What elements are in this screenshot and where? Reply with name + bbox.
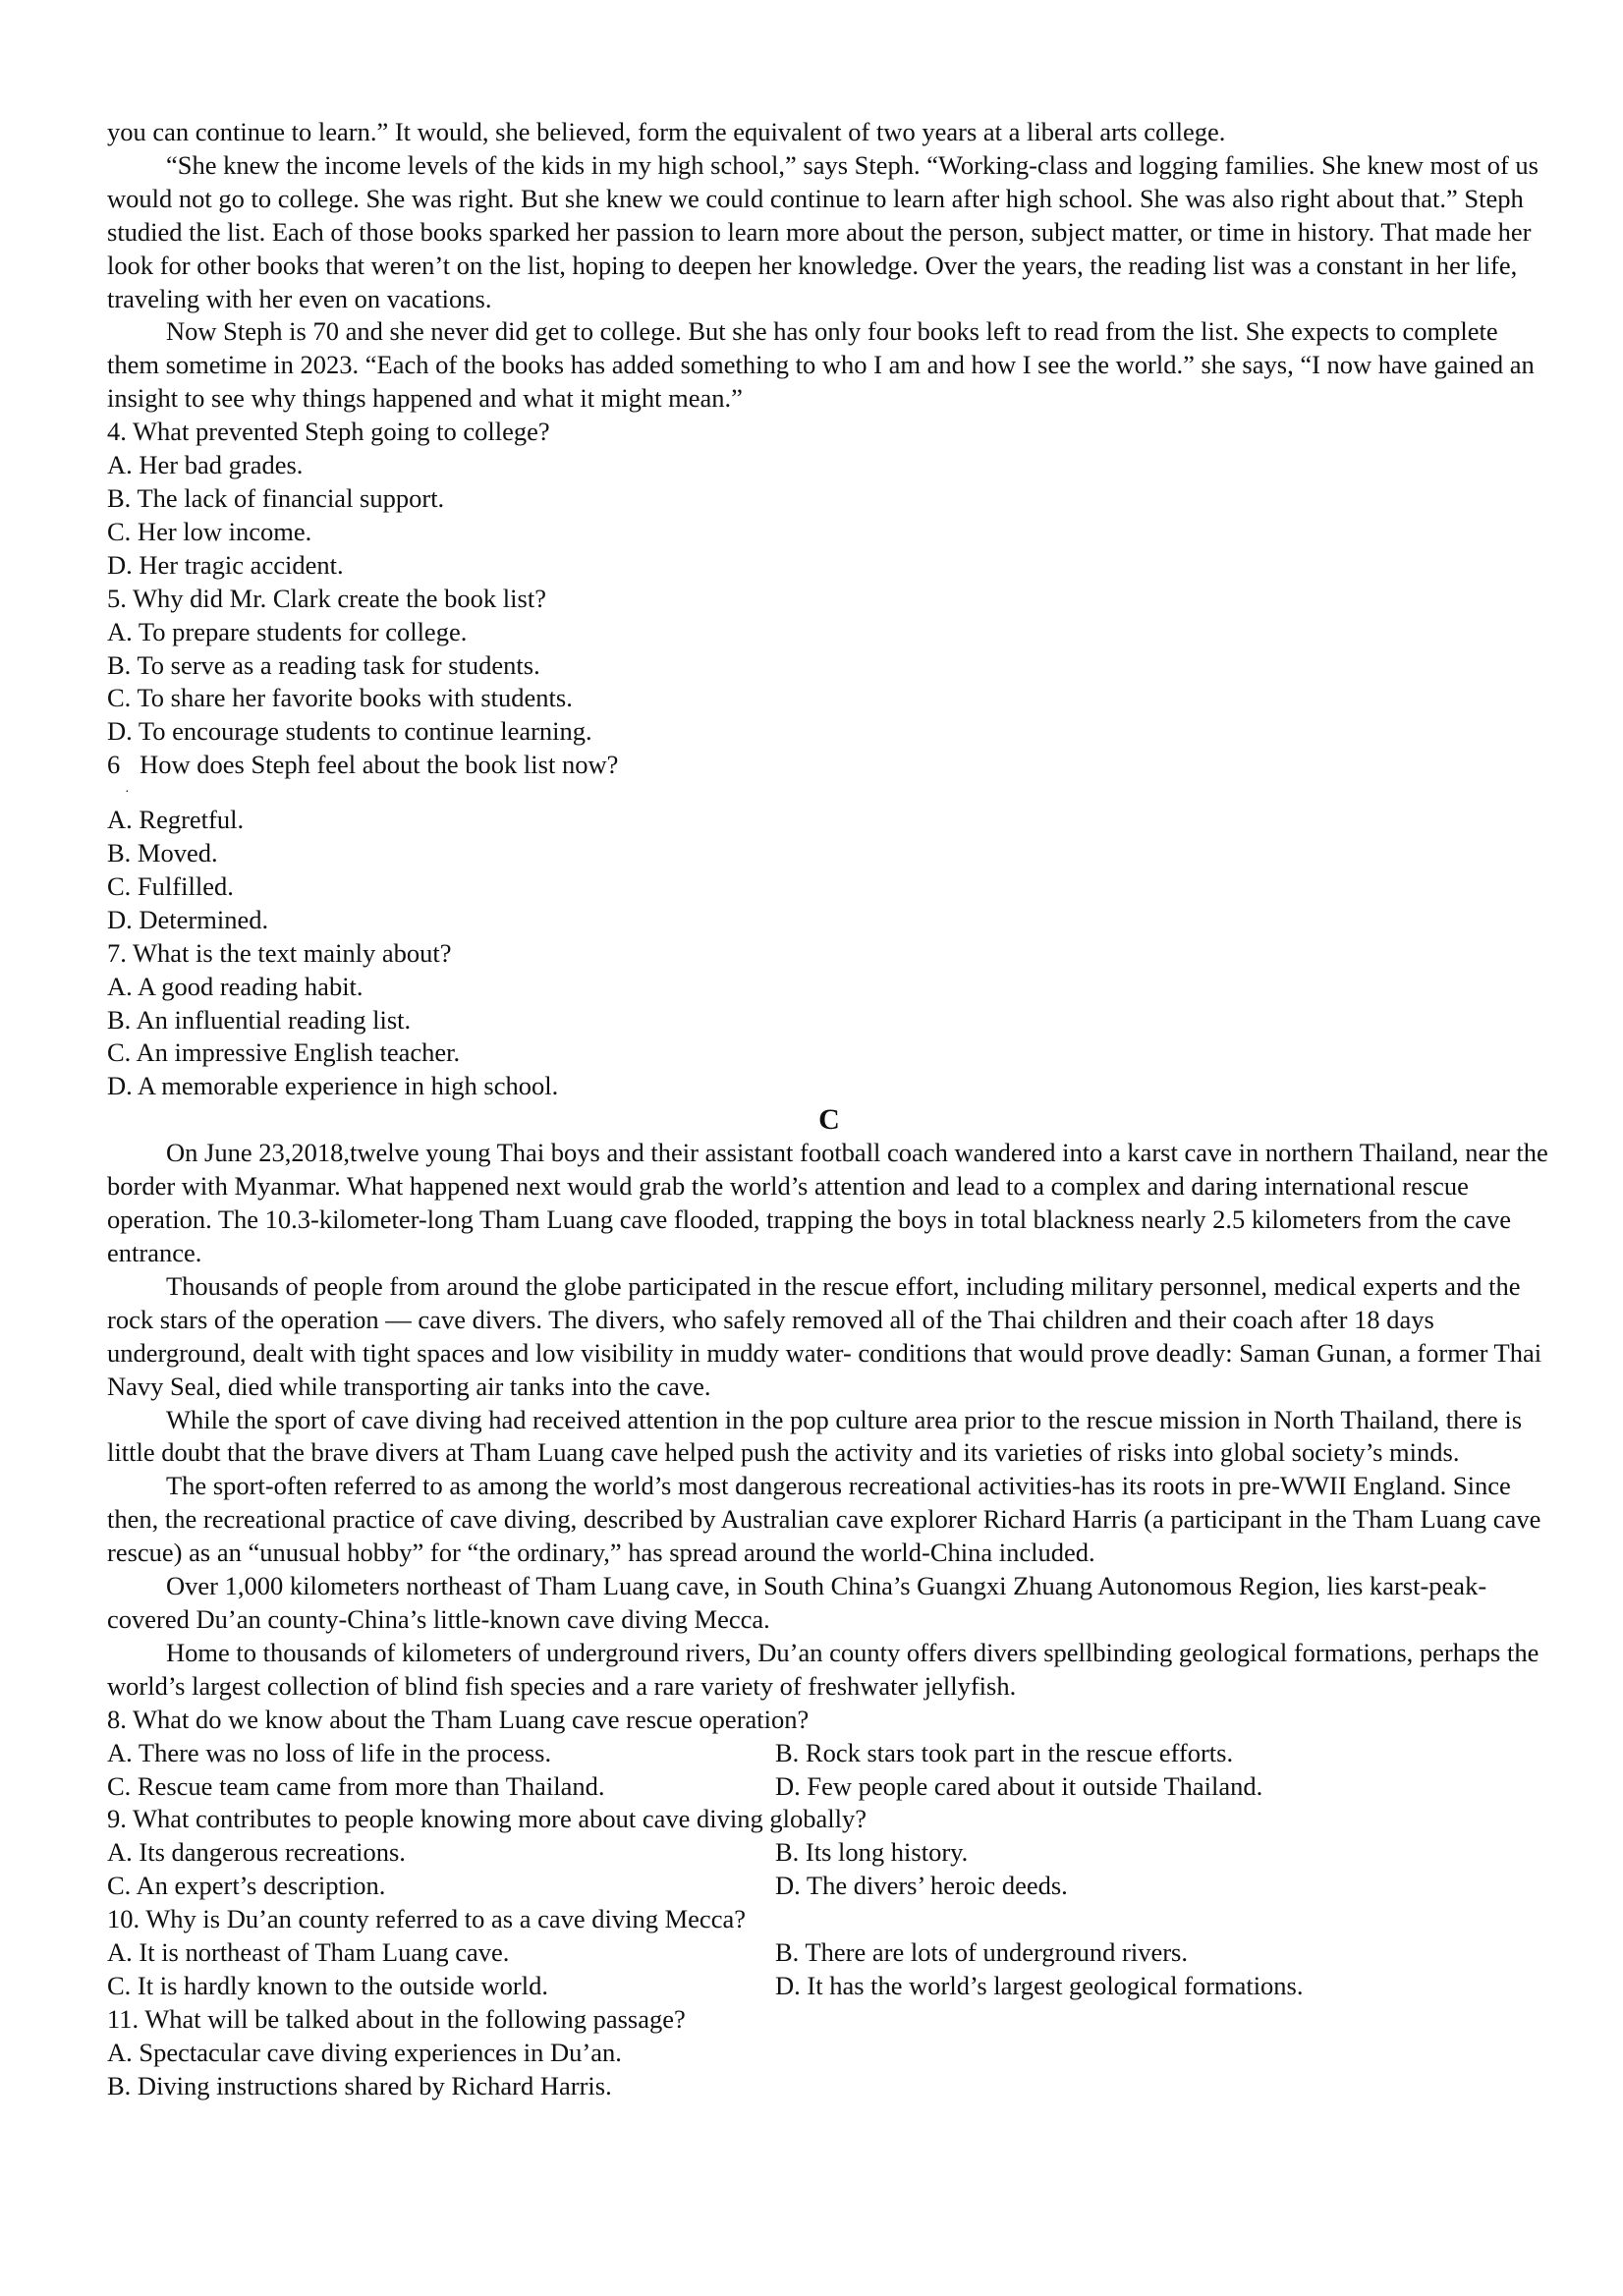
answer-option: D. Her tragic accident. <box>107 549 344 580</box>
answer-option: A. To prepare students for college. <box>107 616 468 646</box>
question-7 <box>107 937 1551 1104</box>
question-stem: 8. What do we know about the Tham Luang cave rescue operation? <box>107 1704 810 1734</box>
answer-option: A. Her bad grades. <box>107 450 304 480</box>
question-4 <box>107 416 1551 583</box>
option-row <box>107 1936 1551 1970</box>
question-stem: 7. What is the text mainly about? <box>107 937 452 968</box>
option-row <box>107 1970 1551 2003</box>
answer-option: C. An impressive English teacher. <box>107 1037 461 1068</box>
answer-option: A. A good reading habit. <box>107 971 364 1001</box>
answer-option: D. Determined. <box>107 904 269 934</box>
passage-c-paragraph: Home to thousands of kilometers of underground rivers, Du’an county offers divers spellbinding geological formations, perhaps the world’s largest collection of blind fish species and a rare variety of freshwater jellyfish. <box>107 1637 1539 1701</box>
answer-option: A. Regretful. <box>107 805 245 835</box>
passage-c-paragraph: The sport-often referred to as among the world’s most dangerous recreational activities-has its roots in pre-WWII England. Since then, the recreational practice of cave diving, described by Australian cave explorer Richard Harris (a participant in the Tham Luang cave rescue) as an “unusual hobby” for “the ordinary,” has spread around the world-China included. <box>107 1471 1541 1568</box>
question-5 <box>107 583 1551 750</box>
answer-option: C. Rescue team came from more than Thailand. <box>107 1770 605 1801</box>
answer-option: D. Few people cared about it outside Thailand. <box>775 1770 1263 1801</box>
answer-option: B. Rock stars took part in the rescue efforts. <box>775 1737 1234 1767</box>
answer-option: B. To serve as a reading task for students. <box>107 649 540 680</box>
question-6 <box>107 749 1551 937</box>
question-stem: 9. What contributes to people knowing more about cave diving globally? <box>107 1804 867 1834</box>
answer-option: B. An influential reading list. <box>107 1004 412 1035</box>
answer-option: D. To encourage students to continue learning. <box>107 716 592 747</box>
passage-c-paragraph: On June 23,2018,twelve young Thai boys and their assistant football coach wandered into a karst cave in northern Thailand, near the border with Myanmar. What happened next would grab the world’s attention and lead to a complex and daring international rescue operation. The 10.3-kilometer-long Tham Luang cave flooded, trapping the boys in total blackness nearly 2.5 kilometers from the cave entrance. <box>107 1138 1548 1267</box>
answer-option: C. An expert’s description. <box>107 1871 386 1901</box>
section-heading: C <box>818 1103 840 1137</box>
question-stem: 5. Why did Mr. Clark create the book list? <box>107 583 546 613</box>
passage-c-paragraph: Thousands of people from around the globe participated in the rescue effort, including military personnel, medical experts and the rock stars of the operation — cave divers. The divers, who safely removed all of the Thai children and their coach after 18 days underground, dealt with tight spaces and low visibility in muddy water- conditions that would prove deadly: Saman Gunan, a former Thai Navy Seal, died while transporting air tanks into the cave. <box>107 1270 1542 1401</box>
answer-option: B. Diving instructions shared by Richard Harris. <box>107 2070 612 2100</box>
question-stem: 10. Why is Du’an county referred to as a cave diving Mecca? <box>107 1904 746 1934</box>
answer-option: B. Moved. <box>107 838 218 868</box>
answer-option: D. A memorable experience in high school. <box>107 1071 559 1101</box>
option-row <box>107 1770 1551 1804</box>
document-page <box>107 116 1551 2103</box>
answer-option: A. It is northeast of Tham Luang cave. <box>107 1937 510 1968</box>
question-stem: 11. What will be talked about in the following passage? <box>107 2003 686 2034</box>
answer-option: A. Spectacular cave diving experiences in Du’an. <box>107 2037 622 2067</box>
answer-option: C. To share her favorite books with students. <box>107 683 573 713</box>
answer-option: A. Its dangerous recreations. <box>107 1837 406 1868</box>
answer-option: D. The divers’ heroic deeds. <box>775 1871 1068 1901</box>
answer-option: C. It is hardly known to the outside world. <box>107 1970 548 2000</box>
option-row <box>107 1836 1551 1870</box>
passage-b-paragraph: Now Steph is 70 and she never did get to college. But she has only four books left to read from the list. She expects to complete them sometime in 2023. “Each of the books has added something to who I am and how I see the world.” she says, “I now have gained an insight to see why things happened and what it might mean.” <box>107 316 1535 414</box>
passage-c-paragraph: Over 1,000 kilometers northeast of Tham Luang cave, in South China’s Guangxi Zhuang Autonomous Region, lies karst-peak-covered Du’an county-China’s little-known cave diving Mecca. <box>107 1571 1487 1634</box>
question-11 <box>107 2003 1551 2103</box>
answer-option: A. There was no loss of life in the process. <box>107 1737 552 1767</box>
question-9 <box>107 1803 1551 1903</box>
question-10 <box>107 1903 1551 2003</box>
answer-option: C. Fulfilled. <box>107 870 234 901</box>
passage-b-paragraph: “She knew the income levels of the kids in my high school,” says Steph. “Working-class and logging families. She knew most of us would not go to college. She was right. But she knew we could continue to learn after high school. She was also right about that.” Steph studied the list. Each of those books sparked her passion to learn more about the person, subject matter, or time in history. That made her look for other books that weren’t on the list, hoping to deepen her knowledge. Over the years, the reading list was a constant in her life, traveling with her even on vacations. <box>107 149 1539 313</box>
option-row <box>107 1870 1551 1903</box>
answer-option: B. The lack of financial support. <box>107 482 445 513</box>
stray-mark: · <box>125 785 130 801</box>
answer-option: D. It has the world’s largest geological formations. <box>775 1970 1304 2000</box>
passage-c-paragraph: While the sport of cave diving had received attention in the pop culture area prior to the rescue mission in North Thailand, there is little doubt that the brave divers at Tham Luang cave helped push the activity and its varieties of risks into global society’s minds. <box>107 1404 1523 1468</box>
answer-option: B. Its long history. <box>775 1837 969 1868</box>
passage-b-continuation: you can continue to learn.” It would, she believed, form the equivalent of two years at a liberal arts college. <box>107 117 1226 146</box>
question-8 <box>107 1704 1551 1804</box>
answer-option: C. Her low income. <box>107 516 312 546</box>
question-stem: 4. What prevented Steph going to college? <box>107 417 550 447</box>
answer-option: B. There are lots of underground rivers. <box>775 1937 1188 1968</box>
question-stem: 6 How does Steph feel about the book list now? <box>107 750 619 780</box>
option-row <box>107 1737 1551 1770</box>
